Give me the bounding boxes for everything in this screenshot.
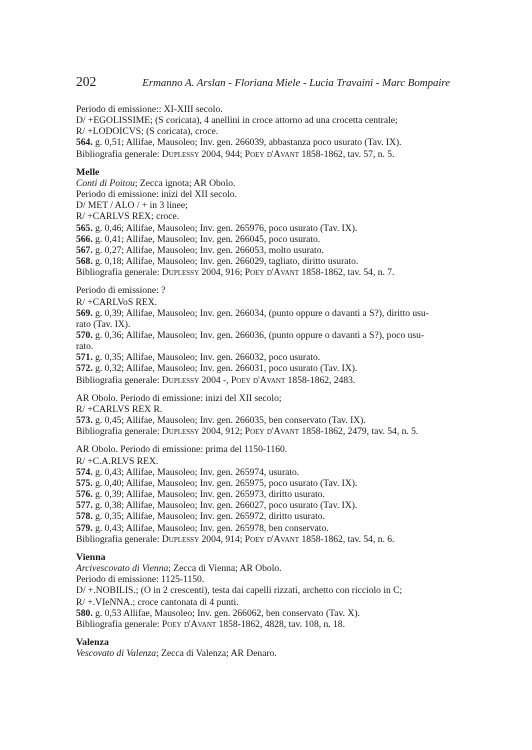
text-line: Periodo di emissione: inizi del XII secolo. [76, 189, 237, 201]
text-line: Arcivescovato di Vienna; Zecca di Vienna; AR Obolo. [76, 563, 282, 575]
bibliography-line: Bibliografia generale: Duplessy 2004, 914; Poey d'Avant 1858-1862, tav. 54, n. 6. [76, 533, 395, 545]
text-line: AR Obolo. Periodo di emissione: inizi del XII secolo; [76, 392, 282, 404]
entry-group-carlvos [76, 285, 450, 385]
text-line: Conti di Poitou; Zecca ignota; AR Obolo. [76, 177, 236, 189]
text-line: Periodo di emissione: ? [76, 285, 166, 297]
page-header [76, 74, 450, 90]
entry-group-melle [76, 178, 450, 278]
bibliography-line: Bibliografia generale: Duplessy 2004, 912; Poey d'Avant 1858-1862, 2479, tav. 54, n. 5. [76, 426, 419, 438]
text-line: R/ +CARLVS REX; croce. [76, 211, 180, 223]
coin-entry: 576. g. 0,39; Allifae, Mausoleo; Inv. gen. 265973, diritto usurato. [76, 489, 325, 501]
coin-entry-continued: rato (Tav. IX). [76, 318, 131, 330]
coin-entry: 577. g. 0,38; Allifae, Mausoleo; Inv. gen. 266027, poco usurato (Tav. IX). [76, 500, 358, 512]
text-line: R/ +CARLVS REX R. [76, 403, 163, 415]
coin-entry: 565. g. 0,46; Allifae, Mausoleo; Inv. gen. 265976, poco usurato (Tav. IX). [76, 222, 358, 234]
coin-entry: 580. g. 0,53 Allifae, Mausoleo; Inv. gen. 266062, ben conservato (Tav. X). [76, 607, 360, 619]
bibliography-line: Bibliografia generale: Duplessy 2004, 916; Poey d'Avant 1858-1862, tav. 54, n. 7. [76, 267, 395, 279]
page [76, 74, 450, 666]
entry-group-carlvs-1150 [76, 444, 450, 544]
text-line: R/ +LODOICVS; (S coricata), croce. [76, 126, 219, 138]
coin-entry: 574. g. 0,43; Allifae, Mausoleo; Inv. gen. 265974, usurato. [76, 466, 300, 478]
coin-entry: 566. g. 0,41; Allifae, Mausoleo; Inv. gen. 266045, poco usurato. [76, 233, 321, 245]
section-title-vienna: Vienna [76, 551, 106, 563]
entry-group-vienna [76, 563, 450, 630]
page-number: 202 [76, 74, 97, 89]
text-line: D/ MET / ALO / + in 3 linee; [76, 200, 188, 212]
bibliography-line: Bibliografia generale: Poey d'Avant 1858-1862, 4828, tav. 108, n. 18. [76, 618, 345, 630]
coin-entry: 564. g. 0,51; Allifae, Mausoleo; Inv. gen. 266039, abbastanza poco usurato (Tav. IX). [76, 137, 402, 149]
bibliography-line: Bibliografia generale: Duplessy 2004 -, Poey d'Avant 1858-1862, 2483. [76, 374, 356, 386]
coin-entry: 573. g. 0,45; Allifae, Mausoleo; Inv. gen. 266035, ben conservato (Tav. IX). [76, 415, 366, 427]
coin-entry: 575. g. 0,40; Allifae, Mausoleo; Inv. gen. 265975, poco usurato (Tav. IX). [76, 477, 358, 489]
text-line: Periodo di emissione: 1125-1150. [76, 574, 205, 586]
coin-entry: 567. g. 0,27; Allifae, Mausoleo; Inv. gen. 266053, molto usurato. [76, 244, 324, 256]
coin-entry: 578. g. 0,35; Allifae, Mausoleo; Inv. gen. 265972, diritto usurato. [76, 511, 325, 523]
coin-entry: 568. g. 0,18; Allifae, Mausoleo; Inv. gen. 266029, tagliato, diritto usurato. [76, 256, 359, 268]
text-line: Periodo di emissione:: XI-XIII secolo. [76, 104, 223, 115]
coin-entry: 579. g. 0,43; Allifae, Mausoleo; Inv. gen. 265978, ben conservato. [76, 522, 329, 534]
entry-group-egolissime [76, 104, 450, 160]
entry-group-carlvs-rex-r [76, 393, 450, 438]
section-title-melle: Melle [76, 166, 100, 178]
coin-entry: 569. g. 0,39; Allifae, Mausoleo; Inv. gen. 266034, (punto oppure o davanti a S?), diritto usu- [76, 307, 429, 319]
coin-number: 564. [76, 137, 93, 149]
text-line: D/ +.NOBILIS.; (O in 2 crescenti), testa dai capelli rizzati, archetto con ricciolo in C; [76, 585, 403, 597]
coin-entry: 570. g. 0,36; Allifae, Mausoleo; Inv. gen. 266036, (punto oppure o davanti a S?), poco usu- [76, 330, 425, 342]
bibliography-line: Bibliografia generale: Duplessy 2004, 944; Poey d'Avant 1858-1862, tav. 57, n. 5. [76, 148, 395, 160]
coin-entry-continued: rato. [76, 341, 94, 353]
entry-group-valenza [76, 648, 450, 659]
coin-entry: 572. g. 0,32; Allifae, Mausoleo; Inv. gen. 266031, poco usurato (Tav. IX). [76, 363, 358, 375]
section-title-valenza: Valenza [76, 636, 109, 648]
running-title: Ermanno A. Arslan - Floriana Miele - Lucia Travaini - Marc Bompaire [142, 77, 450, 89]
text-line: Vescovato di Valenza; Zecca di Valenza; AR Denaro. [76, 648, 277, 660]
text-line: AR Obolo. Periodo di emissione: prima del 1150-1160. [76, 444, 288, 456]
text-line: R/ +CARLVoS REX. [76, 296, 157, 308]
text-line: R/ +.VIeNNA.; croce cantonata di 4 punti. [76, 596, 239, 608]
coin-entry: 571. g. 0,35; Allifae, Mausoleo; Inv. gen. 266032, poco usurato. [76, 352, 321, 364]
text-line: R/ +C.A.RLVS REX. [76, 455, 159, 467]
text-line: D/ +EGOLISSIME; (S coricata), 4 anellini in croce attorno ad una crocetta centrale; [76, 115, 398, 127]
